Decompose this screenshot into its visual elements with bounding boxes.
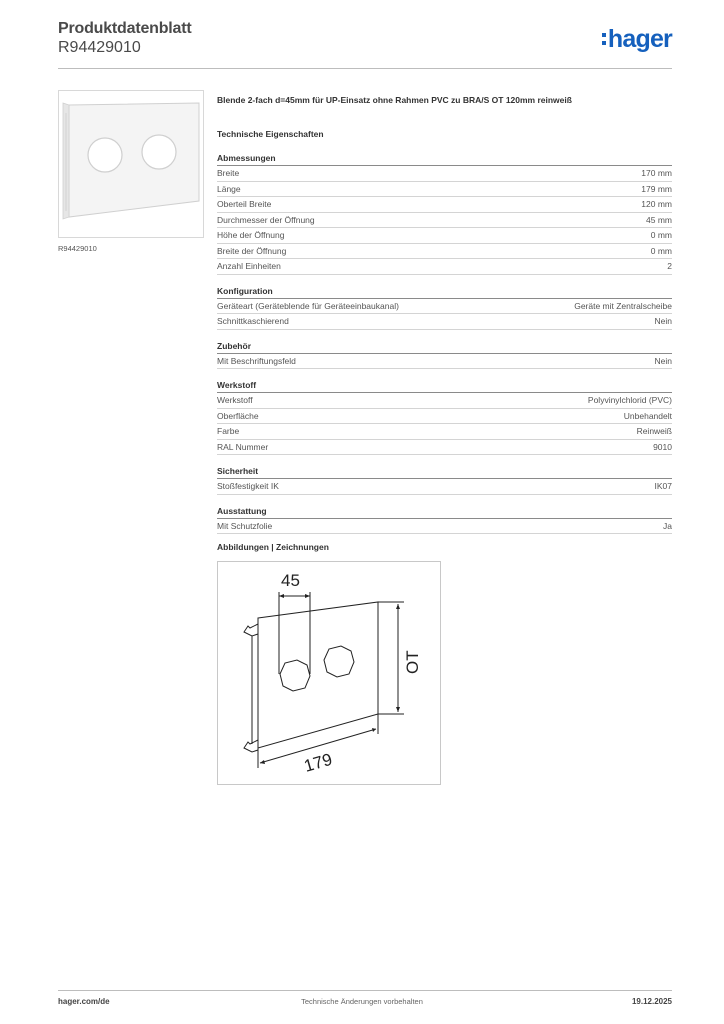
thumbnail-caption: R94429010 — [58, 244, 97, 253]
property-value: 0 mm — [650, 230, 672, 240]
property-row — [217, 479, 672, 495]
property-label: Farbe — [217, 426, 240, 436]
property-label: Oberteil Breite — [217, 199, 272, 209]
footer-date: 19.12.2025 — [631, 997, 672, 1006]
property-label: Geräteart (Geräteblende für Geräteeinbaukanal) — [217, 300, 399, 311]
property-row — [217, 519, 672, 535]
property-row — [217, 197, 672, 213]
property-value: Polyvinylchlorid (PVC) — [587, 395, 672, 405]
properties-heading: Technische Eigenschaften — [217, 129, 324, 139]
property-row — [217, 440, 672, 456]
property-group-title: Sicherheit — [217, 466, 672, 479]
property-label: Mit Beschriftungsfeld — [217, 355, 296, 366]
property-value: 9010 — [653, 441, 672, 452]
header-divider — [58, 68, 672, 69]
property-label: Höhe der Öffnung — [217, 230, 285, 240]
property-value: Reinweiß — [636, 426, 672, 436]
property-group-title: Abmessungen — [217, 153, 672, 166]
document-title: Produktdatenblatt — [58, 20, 192, 37]
logo-text: hager — [607, 25, 672, 53]
property-row — [217, 409, 672, 425]
property-row — [217, 354, 672, 370]
property-groups — [217, 153, 672, 534]
dimension-hole-label: 45 — [281, 571, 300, 590]
property-group-title: Zubehör — [217, 341, 672, 354]
property-value: Nein — [654, 355, 672, 366]
property-row — [217, 393, 672, 409]
property-value: 45 mm — [646, 214, 672, 225]
property-value: Nein — [654, 316, 672, 326]
property-row — [217, 259, 672, 275]
property-label: Schnittkaschierend — [217, 316, 289, 326]
product-number: R94429010 — [58, 39, 141, 56]
property-label: Länge — [217, 183, 241, 194]
property-label: Breite — [217, 168, 240, 178]
property-label: Anzahl Einheiten — [217, 261, 281, 271]
property-row — [217, 314, 672, 330]
property-row — [217, 299, 672, 315]
property-row — [217, 182, 672, 198]
property-group-title: Werkstoff — [217, 380, 672, 393]
property-value: Geräte mit Zentralscheibe — [574, 300, 672, 311]
property-value: 179 mm — [641, 183, 672, 194]
property-value: 0 mm — [650, 245, 672, 256]
property-label: Mit Schutzfolie — [217, 520, 273, 531]
property-label: RAL Nummer — [217, 441, 269, 452]
property-value: IK07 — [654, 481, 672, 491]
product-thumbnail — [58, 90, 204, 238]
dimension-length-label: 179 — [301, 749, 335, 776]
dimension-height-label: OT — [403, 650, 422, 674]
property-group-title: Ausstattung — [217, 506, 672, 519]
property-row — [217, 213, 672, 229]
dimension-drawing — [218, 562, 440, 784]
property-row — [217, 244, 672, 260]
hager-logo — [602, 26, 672, 52]
property-value: Unbehandelt — [623, 410, 672, 421]
product-photo — [59, 91, 203, 237]
property-group-title: Konfiguration — [217, 286, 672, 299]
property-row — [217, 228, 672, 244]
technical-drawing — [217, 561, 441, 785]
footer-website: hager.com/de — [58, 997, 110, 1006]
page-header — [58, 20, 192, 57]
property-value: 170 mm — [641, 168, 672, 178]
property-label: Werkstoff — [217, 395, 253, 405]
properties-panel — [217, 95, 672, 534]
footer-disclaimer: Technische Änderungen vorbehalten — [301, 997, 423, 1006]
property-label: Stoßfestigkeit IK — [217, 481, 279, 491]
drawings-heading: Abbildungen | Zeichnungen — [217, 542, 329, 552]
property-label: Durchmesser der Öffnung — [217, 214, 315, 225]
property-row — [217, 166, 672, 182]
logo-colon-icon — [602, 33, 606, 45]
property-label: Oberfläche — [217, 410, 259, 421]
property-value: 2 — [667, 261, 672, 271]
property-value: 120 mm — [641, 199, 672, 209]
product-description: Blende 2-fach d=45mm für UP-Einsatz ohne Rahmen PVC zu BRA/S OT 120mm reinweiß — [217, 95, 572, 105]
property-row — [217, 424, 672, 440]
property-label: Breite der Öffnung — [217, 245, 287, 256]
property-value: Ja — [663, 520, 672, 531]
footer-divider — [58, 990, 672, 991]
